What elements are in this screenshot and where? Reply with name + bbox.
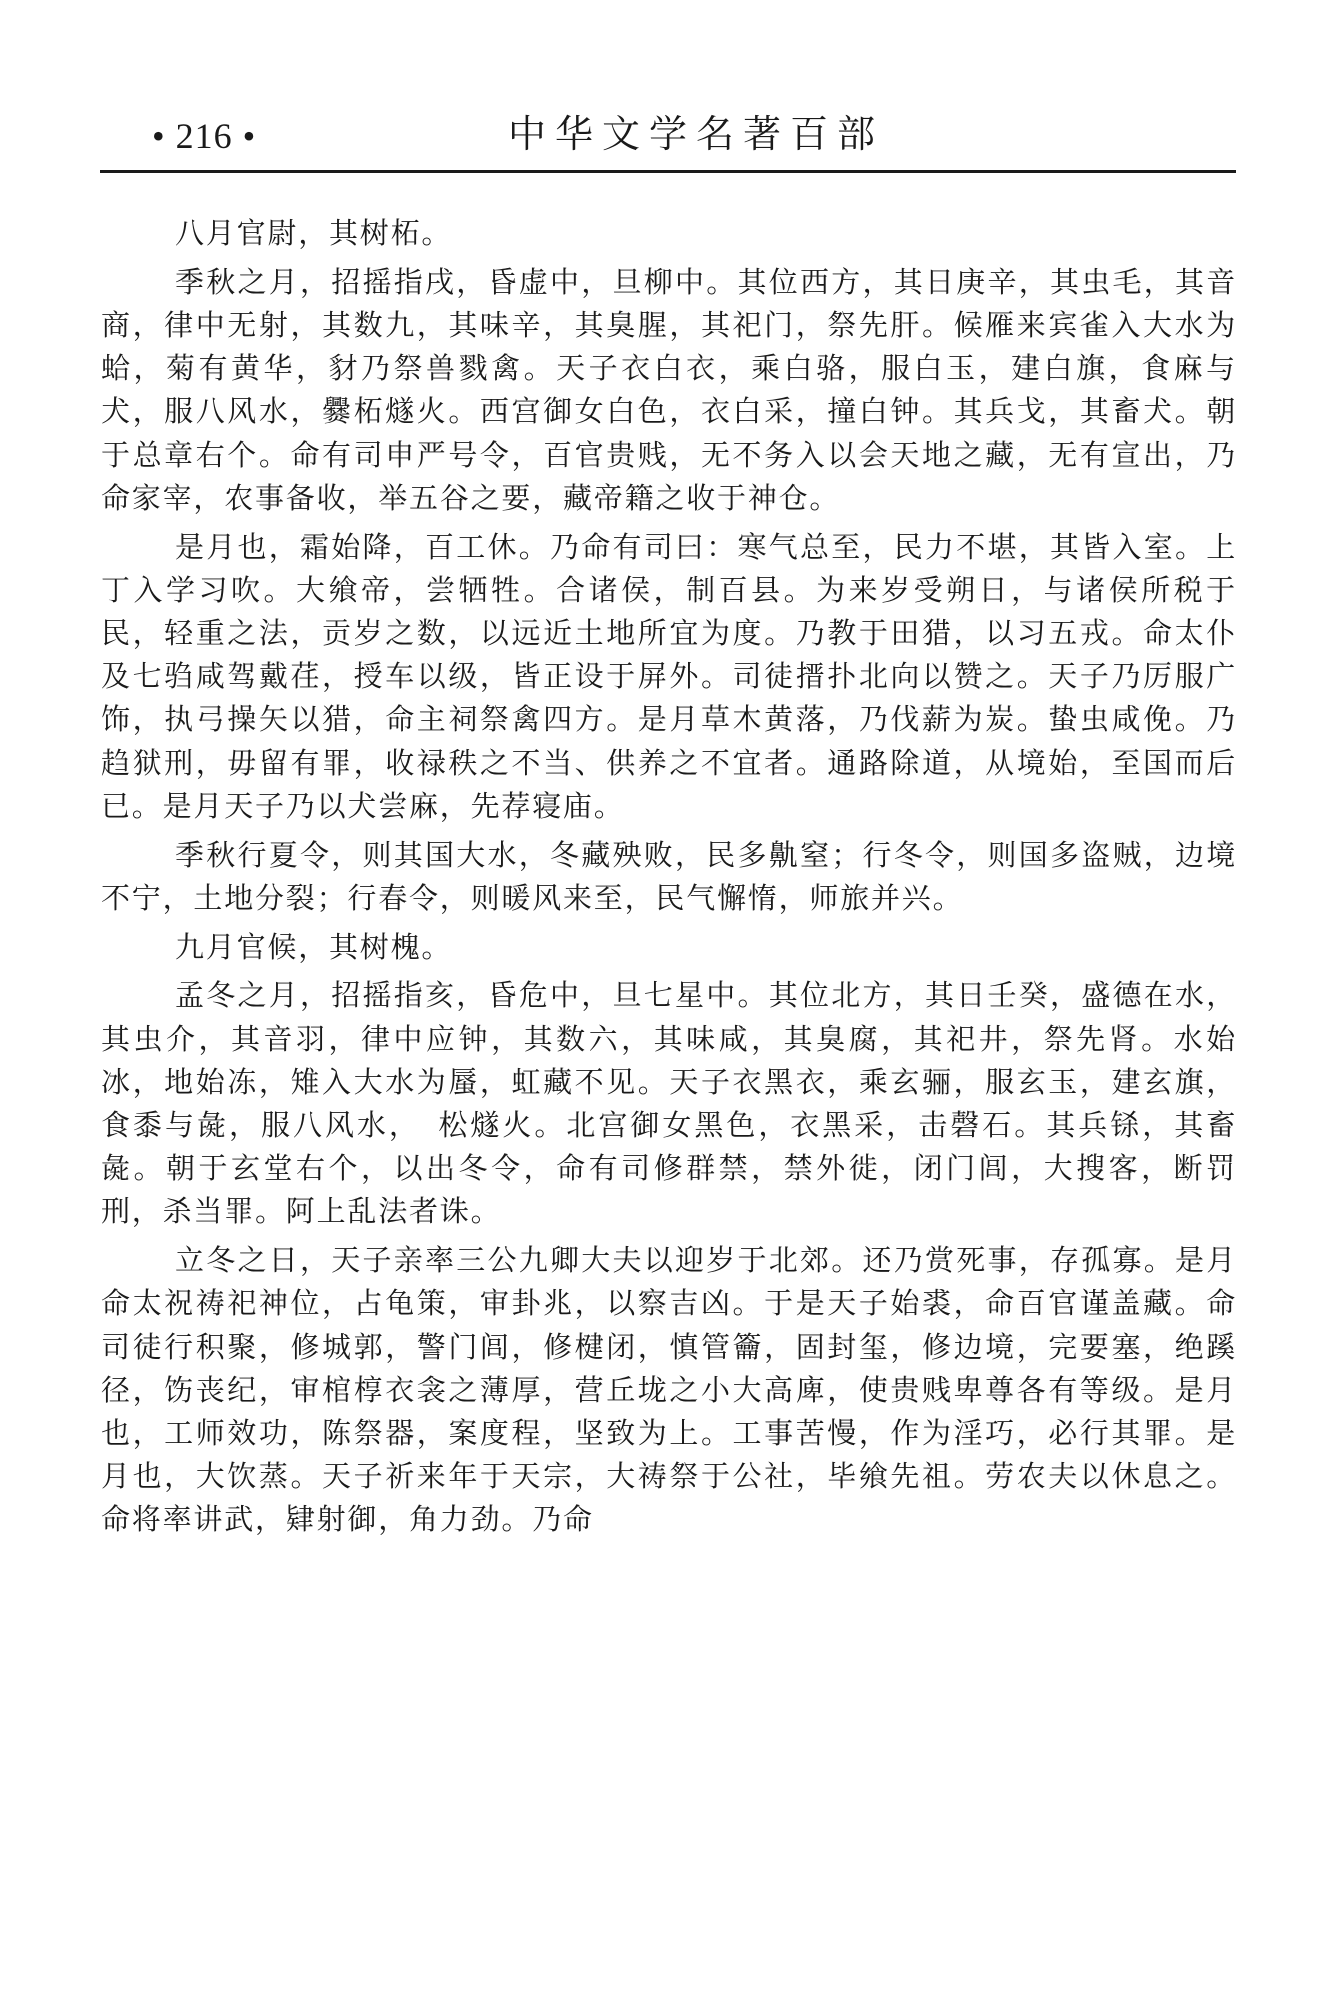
paragraph: 孟冬之月，招摇指亥，昏危中，旦七星中。其位北方，其日壬癸，盛德在水，其虫介，其音羽，律中应钟，其数六，其味咸，其臭腐，其祀井，祭先肾。水始冰，地始冻，雉入大水为蜃，虹藏不见。天子衣黑衣，乘玄骊，服玄玉，建玄旗，食黍与彘，服八风水， 松燧火。北宫御女黑色，衣黑采，击磬石。其兵铩，其畜彘。朝于玄堂右个，以出冬令，命有司修群禁，禁外徙，闭门闾，大搜客，断罚刑，杀当罪。阿上乱法者诛。 [101,978,1237,1229]
header-rule [100,170,1236,173]
paragraph: 是月也，霜始降，百工休。乃命有司曰：寒气总至，民力不堪，其皆入室。上丁入学习吹。大飨帝，尝牺牲。合诸侯，制百县。为来岁受朔日，与诸侯所税于民，轻重之法，贡岁之数，以远近土地所宜为度。乃教于田猎，以习五戎。命太仆及七驺咸驾戴荏，授车以级，皆正设于屏外。司徒搢扑北向以赞之。天子乃厉服广饰，执弓操矢以猎，命主祠祭禽四方。是月草木黄落，乃伐薪为炭。蛰虫咸俛。乃趋狱刑，毋留有罪，收禄秩之不当、供养之不宜者。通路除道，从境始，至国而后已。是月天子乃以犬尝麻，先荐寝庙。 [101,529,1237,823]
paragraph: 立冬之日，天子亲率三公九卿大夫以迎岁于北郊。还乃赏死事，存孤寡。是月命太祝祷祀神位，占龟策，审卦兆，以察吉凶。于是天子始裘，命百官谨盖藏。命司徒行积聚，修城郭，警门闾，修楗闭，慎管籥，固封玺，修边境，完要塞，绝蹊径，饬丧纪，审棺椁衣衾之薄厚，营丘垅之小大高庳，使贵贱卑尊各有等级。是月也，工师效功，陈祭器，案度程，坚致为上。工事苦慢，作为淫巧，必行其罪。是月也，大饮蒸。天子祈来年于天宗，大祷祭于公社，毕飨先祖。劳农夫以休息之。命将率讲武，肄射御，角力劲。乃命 [101,1243,1237,1537]
paragraph: 季秋行夏令，则其国大水，冬藏殃败，民多鼽窒；行冬令，则国多盗贼，边境不宁，土地分裂；行春令，则暖风来至，民气懈惰，师旅并兴。 [101,837,1237,915]
page-number: • 216 • [152,116,257,156]
running-head [100,108,1234,168]
paragraph: 九月官候，其树槐。 [175,929,453,964]
paragraph: 季秋之月，招摇指戌，昏虚中，旦柳中。其位西方，其日庚辛，其虫毛，其音商，律中无射，其数九，其味辛，其臭腥，其祀门，祭先肝。候雁来宾雀入大水为蛤，菊有黄华，豺乃祭兽戮禽。天子衣白衣，乘白骆，服白玉，建白旗，食麻与犬，服八风水，爨柘燧火。西宫御女白色，衣白采，撞白钟。其兵戈，其畜犬。朝于总章右个。命有司申严号令，百官贵贱，无不务入以会天地之藏，无有宣出，乃命家宰，农事备收，举五谷之要，藏帝籍之收于神仓。 [101,264,1237,515]
paragraph: 八月官尉，其树柘。 [175,216,453,250]
body-text [101,212,1237,1542]
book-title: 中华文学名著百部 [508,112,885,156]
